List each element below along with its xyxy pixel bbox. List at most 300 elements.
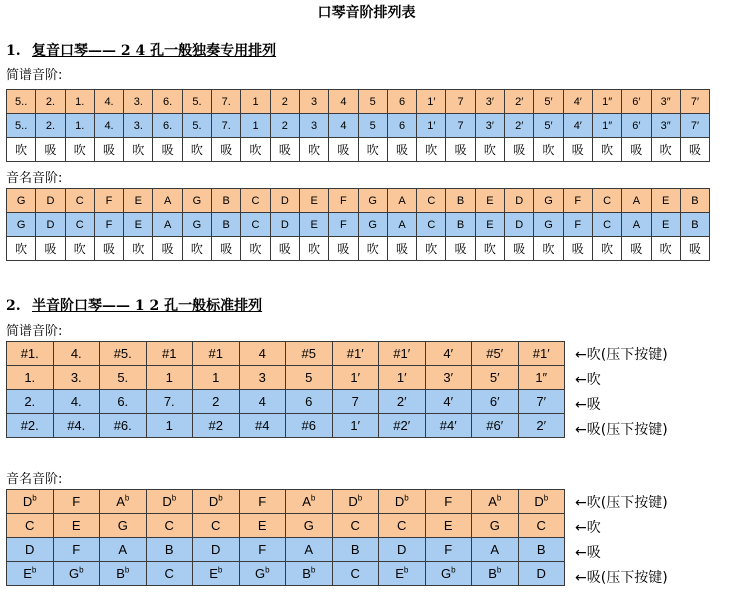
table-cell: 吸 — [153, 138, 182, 162]
table-cell — [146, 514, 193, 538]
table-cell — [379, 490, 426, 514]
table-cell: 3. — [53, 366, 100, 390]
note-name: D — [397, 542, 407, 557]
table-row — [7, 213, 710, 237]
table-cell: 吹 — [475, 237, 504, 261]
note-name: E — [209, 566, 218, 581]
table-cell: 吹 — [65, 138, 94, 162]
section1-yinming-table — [6, 188, 710, 261]
section2-jianpu-table — [6, 341, 565, 438]
row-note-draw: ←吸 — [575, 397, 601, 413]
table-cell: 2. — [7, 390, 54, 414]
table-cell: 吹 — [7, 138, 36, 162]
table-cell: 吹 — [182, 138, 211, 162]
table-cell — [146, 562, 193, 586]
table-cell: 1′ — [332, 414, 379, 438]
table-cell: 3. — [124, 90, 153, 114]
table-cell: 5.. — [7, 114, 36, 138]
table-cell: 5′ — [472, 366, 519, 390]
flat-sign: b — [496, 565, 502, 575]
table-cell: 3′ — [475, 114, 504, 138]
table-cell: 吹 — [358, 138, 387, 162]
table-cell: 吸 — [563, 237, 592, 261]
table-cell: 7. — [146, 390, 193, 414]
table-cell: 1″ — [592, 90, 621, 114]
table-cell — [7, 490, 54, 514]
flat-sign: b — [403, 565, 409, 575]
table-cell: 吹 — [592, 237, 621, 261]
table-cell: 2′ — [379, 390, 426, 414]
table-cell: 吹 — [124, 138, 153, 162]
table-cell: #4′ — [425, 414, 472, 438]
table-cell — [332, 490, 379, 514]
table-cell — [472, 514, 519, 538]
flat-sign: b — [451, 565, 456, 575]
flat-sign: b — [79, 565, 84, 575]
table-cell: E — [475, 189, 504, 213]
note-name: F — [72, 494, 81, 509]
table-cell — [332, 562, 379, 586]
table-cell — [239, 562, 286, 586]
table-row — [7, 414, 565, 438]
section2-number: 2. — [6, 298, 21, 314]
table-cell: 6 — [286, 390, 333, 414]
table-cell: 吹 — [592, 138, 621, 162]
note-name: E — [443, 518, 453, 533]
table-cell: G — [7, 189, 36, 213]
table-cell: B — [212, 189, 241, 213]
table-cell: 5′ — [534, 90, 563, 114]
note-name: C — [25, 518, 35, 533]
table-cell: E — [299, 213, 328, 237]
table-cell: #1 — [193, 342, 240, 366]
flat-sign: b — [310, 565, 316, 575]
table-cell: B — [680, 213, 709, 237]
table-cell: G — [358, 189, 387, 213]
flat-sign: b — [265, 565, 270, 575]
section2-yinming-label: 音名音阶: — [6, 472, 63, 487]
table-cell: #1′ — [332, 342, 379, 366]
note-name: D — [211, 542, 221, 557]
table-cell: 吹 — [124, 237, 153, 261]
table-cell: 吸 — [505, 138, 534, 162]
section1-jianpu-table — [6, 89, 710, 162]
note-name: G — [68, 566, 80, 581]
table-cell: 4 — [329, 90, 358, 114]
table-cell: 吹 — [65, 237, 94, 261]
note-name: D — [394, 494, 405, 509]
table-cell: F — [329, 189, 358, 213]
table-cell: G — [534, 213, 563, 237]
note-name: E — [395, 566, 404, 581]
table-cell: 2. — [36, 114, 65, 138]
table-cell: 1. — [65, 114, 94, 138]
table-cell: 2′ — [518, 414, 565, 438]
note-name: F — [444, 542, 453, 557]
table-cell: 5 — [286, 366, 333, 390]
table-cell — [239, 538, 286, 562]
note-name: B — [164, 542, 174, 557]
note-name: D — [534, 494, 544, 509]
note-name: D — [208, 494, 219, 509]
note-name: C — [350, 566, 360, 581]
table-cell: #5 — [286, 342, 333, 366]
table-cell: 7 — [446, 114, 475, 138]
note-name: B — [488, 566, 497, 581]
note-name: C — [211, 518, 221, 533]
note-name: B — [302, 566, 311, 581]
table-cell — [518, 538, 565, 562]
table-cell: C — [417, 189, 446, 213]
note-name: G — [440, 566, 452, 581]
row-note-blow: ←吹 — [575, 372, 601, 388]
table-cell — [472, 562, 519, 586]
section2-yinming-table — [6, 489, 565, 586]
table-row — [7, 237, 710, 261]
table-cell — [7, 514, 54, 538]
note-name: B — [350, 542, 360, 557]
table-cell — [193, 538, 240, 562]
note-name: G — [303, 518, 314, 533]
table-cell: G — [182, 213, 211, 237]
table-cell: 吸 — [212, 237, 241, 261]
table-cell: E — [651, 213, 680, 237]
table-cell: D — [270, 189, 299, 213]
table-cell: #6′ — [472, 414, 519, 438]
table-cell: 7′ — [680, 114, 709, 138]
table-cell: E — [475, 213, 504, 237]
table-cell: A — [387, 189, 416, 213]
table-cell: 1″ — [518, 366, 565, 390]
note-name: F — [258, 542, 267, 557]
table-cell: C — [592, 213, 621, 237]
note-name: G — [489, 518, 500, 533]
table-cell: 1″ — [592, 114, 621, 138]
table-cell: 5′ — [534, 114, 563, 138]
flat-sign: b — [310, 493, 316, 503]
table-cell: 6 — [387, 90, 416, 114]
table-cell: 5 — [358, 90, 387, 114]
table-cell — [332, 538, 379, 562]
row-note-draw-press-2: ←吸(压下按键) — [575, 570, 668, 586]
table-row — [7, 366, 565, 390]
table-cell: C — [592, 189, 621, 213]
table-cell: #1 — [146, 342, 193, 366]
table-cell: C — [241, 189, 270, 213]
table-cell — [425, 514, 472, 538]
table-cell: #6 — [286, 414, 333, 438]
table-cell: 7 — [446, 90, 475, 114]
note-name: D — [25, 542, 35, 557]
section2-heading — [6, 295, 262, 315]
table-cell: 吹 — [534, 138, 563, 162]
note-name: A — [304, 542, 314, 557]
table-cell: 6′ — [622, 114, 651, 138]
table-cell — [286, 562, 333, 586]
note-name: C — [536, 518, 546, 533]
table-cell: 4. — [94, 114, 123, 138]
table-row — [7, 490, 565, 514]
section2-jianpu-label: 简谱音阶: — [6, 324, 63, 339]
table-cell — [53, 490, 100, 514]
table-cell: 2 — [270, 114, 299, 138]
note-name: A — [118, 542, 128, 557]
table-cell — [518, 514, 565, 538]
table-cell: G — [358, 213, 387, 237]
table-cell: 吸 — [94, 237, 123, 261]
table-cell: 吹 — [358, 237, 387, 261]
table-cell — [53, 538, 100, 562]
table-cell: 1′ — [379, 366, 426, 390]
table-cell: 吹 — [417, 237, 446, 261]
table-cell: A — [622, 213, 651, 237]
note-name: G — [254, 566, 266, 581]
table-cell — [100, 490, 147, 514]
table-cell — [425, 562, 472, 586]
table-cell: 吸 — [622, 237, 651, 261]
table-cell: 7′ — [680, 90, 709, 114]
table-cell: 2 — [193, 390, 240, 414]
table-cell: G — [7, 213, 36, 237]
page-title: 口琴音阶排列表 — [317, 5, 416, 21]
table-cell: D — [36, 189, 65, 213]
table-cell: 4. — [53, 342, 100, 366]
table-cell — [379, 538, 426, 562]
note-name: C — [164, 566, 174, 581]
flat-sign: b — [218, 493, 223, 503]
table-cell: 吸 — [505, 237, 534, 261]
table-cell: C — [65, 213, 94, 237]
table-cell: F — [94, 189, 123, 213]
table-cell: #4. — [53, 414, 100, 438]
table-row — [7, 138, 710, 162]
table-cell: 吹 — [299, 138, 328, 162]
table-cell: 3′ — [475, 90, 504, 114]
table-cell — [100, 514, 147, 538]
note-name: D — [22, 494, 33, 509]
table-cell — [379, 562, 426, 586]
table-cell: 6. — [153, 114, 182, 138]
note-name: D — [348, 494, 358, 509]
table-cell: E — [124, 213, 153, 237]
table-cell — [239, 514, 286, 538]
note-name: F — [72, 542, 81, 557]
table-cell — [146, 490, 193, 514]
table-cell: 吸 — [387, 138, 416, 162]
table-cell: 1′ — [417, 90, 446, 114]
section2-heading-text: 半音阶口琴—— 1 2 孔一般标准排列 — [32, 298, 263, 314]
table-cell: E — [651, 189, 680, 213]
table-cell: 吸 — [387, 237, 416, 261]
note-name: E — [257, 518, 267, 533]
row-note-draw-press: ←吸(压下按键) — [575, 422, 668, 438]
flat-sign: b — [404, 493, 409, 503]
note-name: D — [162, 494, 172, 509]
table-cell: 吹 — [417, 138, 446, 162]
note-name: C — [350, 518, 360, 533]
table-cell: G — [182, 189, 211, 213]
table-cell: 吹 — [241, 138, 270, 162]
table-cell: 3″ — [651, 114, 680, 138]
table-cell: 4′ — [563, 90, 592, 114]
table-cell: 吸 — [680, 138, 709, 162]
table-cell: #5′ — [472, 342, 519, 366]
table-cell: 4 — [329, 114, 358, 138]
table-cell: 7. — [212, 90, 241, 114]
table-cell: #4 — [239, 414, 286, 438]
table-cell: 吸 — [563, 138, 592, 162]
table-cell — [193, 490, 240, 514]
table-row — [7, 538, 565, 562]
table-row — [7, 390, 565, 414]
table-cell: 吸 — [446, 237, 475, 261]
table-cell: 5. — [100, 366, 147, 390]
note-name: D — [536, 566, 546, 581]
table-cell: F — [329, 213, 358, 237]
table-cell: 吸 — [270, 237, 299, 261]
table-row — [7, 342, 565, 366]
table-cell — [286, 538, 333, 562]
table-cell: 1 — [193, 366, 240, 390]
table-cell: 1. — [7, 366, 54, 390]
row-note-draw-2: ←吸 — [575, 545, 601, 561]
table-cell — [146, 538, 193, 562]
section1-jianpu-label: 简谱音阶: — [6, 68, 63, 83]
row-note-blow-press-2: ←吹(压下按键) — [575, 495, 668, 511]
table-row — [7, 114, 710, 138]
table-cell: D — [270, 213, 299, 237]
table-cell: 1 — [241, 114, 270, 138]
row-note-blow-2: ←吹 — [575, 520, 601, 536]
table-cell — [286, 490, 333, 514]
note-name: A — [302, 494, 311, 509]
table-cell — [193, 514, 240, 538]
table-cell: 3 — [299, 90, 328, 114]
table-cell: #1′ — [518, 342, 565, 366]
table-cell: 4 — [239, 342, 286, 366]
table-cell: E — [124, 189, 153, 213]
table-cell: 5 — [358, 114, 387, 138]
table-cell: 4. — [94, 90, 123, 114]
table-cell: A — [387, 213, 416, 237]
table-cell: D — [505, 213, 534, 237]
table-cell — [518, 562, 565, 586]
table-cell: 吸 — [329, 237, 358, 261]
table-cell: B — [446, 213, 475, 237]
table-cell: 吸 — [622, 138, 651, 162]
table-cell: 2 — [270, 90, 299, 114]
table-cell — [7, 562, 54, 586]
note-name: E — [71, 518, 81, 533]
table-cell: 吹 — [534, 237, 563, 261]
table-cell: 1′ — [417, 114, 446, 138]
flat-sign: b — [496, 493, 502, 503]
table-cell — [7, 538, 54, 562]
section1-heading-text: 复音口琴—— 2 4 孔一般独奏专用排列 — [32, 43, 277, 59]
table-cell: B — [446, 189, 475, 213]
flat-sign: b — [124, 565, 130, 575]
flat-sign: b — [217, 565, 223, 575]
table-cell: 吸 — [153, 237, 182, 261]
table-cell — [53, 562, 100, 586]
table-cell: 4′ — [425, 342, 472, 366]
table-cell: 7. — [212, 114, 241, 138]
table-cell — [472, 538, 519, 562]
table-cell: 吹 — [241, 237, 270, 261]
table-cell: 吸 — [36, 237, 65, 261]
table-cell: #6. — [100, 414, 147, 438]
table-cell: 吹 — [182, 237, 211, 261]
note-name: A — [116, 494, 125, 509]
table-cell: 6. — [100, 390, 147, 414]
table-cell — [286, 514, 333, 538]
table-cell — [425, 490, 472, 514]
flat-sign: b — [543, 493, 549, 503]
note-name: C — [397, 518, 407, 533]
table-row — [7, 189, 710, 213]
table-cell: 3″ — [651, 90, 680, 114]
table-cell: 7 — [332, 390, 379, 414]
note-name: F — [258, 494, 267, 509]
table-cell: 4′ — [425, 390, 472, 414]
table-cell: #1. — [7, 342, 54, 366]
table-cell: 吹 — [299, 237, 328, 261]
flat-sign: b — [357, 493, 363, 503]
table-cell: 2′ — [505, 114, 534, 138]
table-cell: 4. — [53, 390, 100, 414]
table-cell: 3. — [124, 114, 153, 138]
table-cell: 吹 — [651, 237, 680, 261]
table-cell: B — [680, 189, 709, 213]
flat-sign: b — [32, 493, 37, 503]
table-cell — [425, 538, 472, 562]
table-cell: B — [212, 213, 241, 237]
table-cell: 1 — [241, 90, 270, 114]
note-name: G — [117, 518, 128, 533]
table-cell: E — [299, 189, 328, 213]
flat-sign: b — [124, 493, 130, 503]
table-cell: 吸 — [270, 138, 299, 162]
table-cell: 5. — [182, 114, 211, 138]
table-cell: F — [94, 213, 123, 237]
table-cell: 吸 — [94, 138, 123, 162]
note-name: A — [490, 542, 500, 557]
section1-yinming-label: 音名音阶: — [6, 171, 63, 186]
table-cell — [239, 490, 286, 514]
table-cell: 6′ — [472, 390, 519, 414]
flat-sign: b — [31, 565, 37, 575]
table-cell: A — [153, 213, 182, 237]
table-cell: 3 — [239, 366, 286, 390]
table-cell — [379, 514, 426, 538]
table-cell — [100, 562, 147, 586]
note-name: E — [23, 566, 32, 581]
table-cell: D — [505, 189, 534, 213]
table-cell: 吹 — [475, 138, 504, 162]
table-cell: 1′ — [332, 366, 379, 390]
table-cell: #2. — [7, 414, 54, 438]
note-name: C — [164, 518, 174, 533]
table-cell: 2′ — [505, 90, 534, 114]
table-cell — [518, 490, 565, 514]
table-cell: 5.. — [7, 90, 36, 114]
table-cell: 6 — [387, 114, 416, 138]
table-cell: #5. — [100, 342, 147, 366]
table-cell: #2′ — [379, 414, 426, 438]
note-name: F — [444, 494, 453, 509]
row-note-blow-press: ←吹(压下按键) — [575, 347, 668, 363]
note-name: B — [116, 566, 125, 581]
